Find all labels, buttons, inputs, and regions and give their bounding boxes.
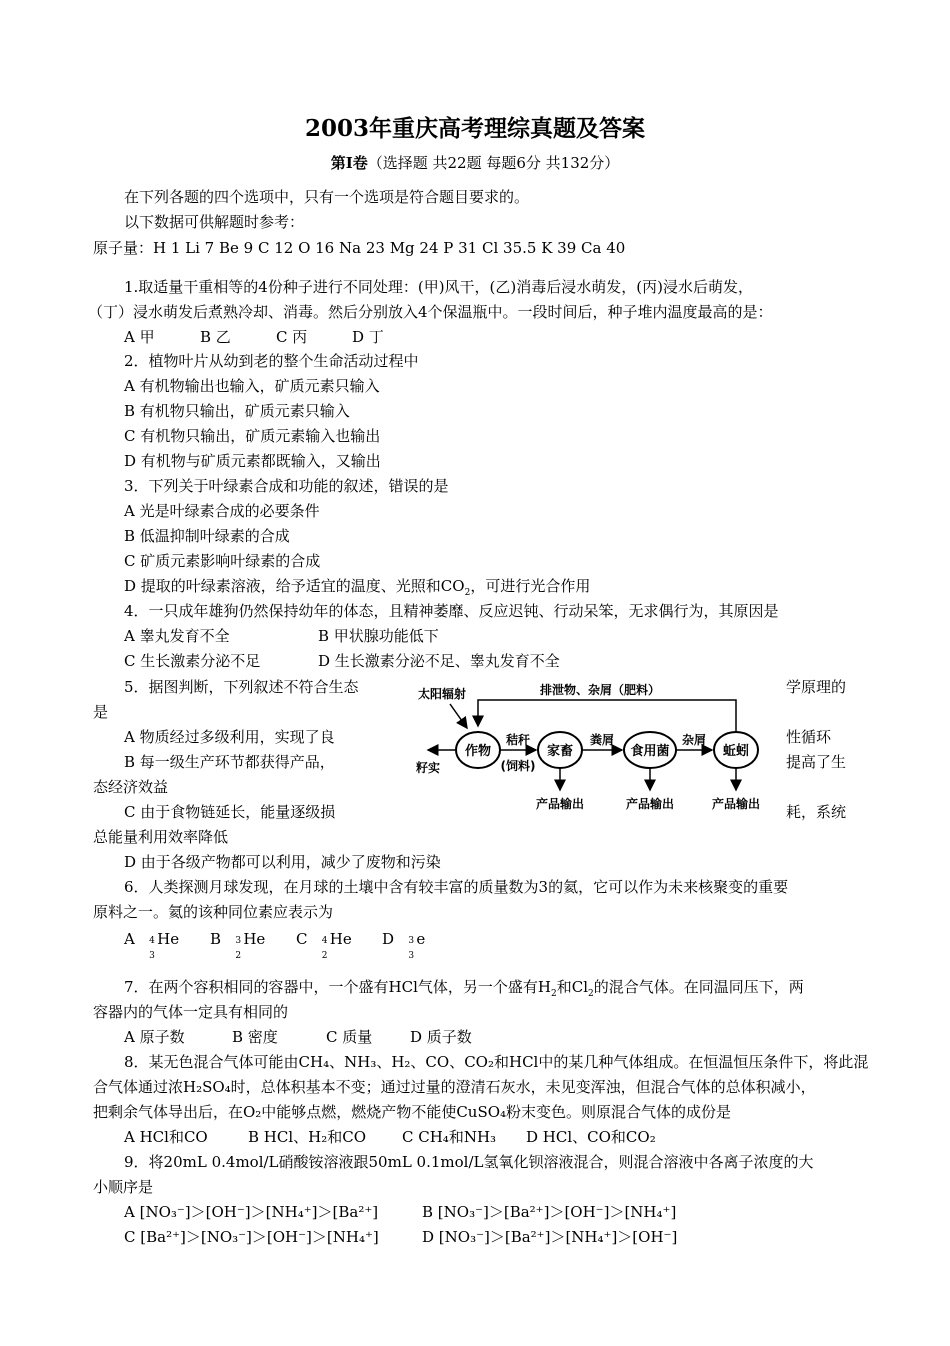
q5-option-a-right: 性循环 [786, 728, 832, 746]
feedback-line [478, 700, 736, 736]
q3-option-d: D 提取的叶绿素溶液，给予适宜的温度、光照和$CO_2$，可进行光合作用 [124, 577, 591, 598]
q1-option-b: B 乙 [200, 328, 231, 346]
q4-option-b: B 甲状腺功能低下 [318, 627, 439, 645]
q6-option-a: A 4 3 He [124, 930, 180, 961]
section-label: 第Ⅰ卷 [330, 154, 368, 172]
sun-arrow [450, 704, 467, 728]
ecosystem-diagram [410, 678, 780, 828]
q5-option-b: B 每一级生产环节都获得产品， [124, 753, 335, 771]
edge-scrap-label: 杂屑 [681, 733, 707, 747]
q2-stem: 2．植物叶片从幼到老的整个生命活动过程中 [124, 352, 419, 370]
q9-option-b: B [NO₃⁻]＞[Ba²⁺]＞[OH⁻]＞[NH₄⁺] [422, 1203, 677, 1221]
edge-crop-label: 秸秆 [505, 733, 531, 747]
section-info: （选择题 共22题 每题6分 共132分） [367, 154, 620, 172]
seed-label: 籽实 [416, 761, 441, 775]
q9-option-c: C [Ba²⁺]＞[NO₃⁻]＞[OH⁻]＞[NH₄⁺] [124, 1228, 379, 1246]
q8-option-c: C CH₄和NH₃ [402, 1128, 497, 1146]
q7-option-b: B 密度 [232, 1028, 278, 1046]
q8-stem-line2: 合气体通过浓H₂SO₄时，总体积基本不变；通过过量的澄清石灰水，未见变浑浊，但混合气体的总体积减小， [93, 1078, 816, 1096]
node-fungus-label: 食用菌 [630, 744, 670, 759]
q4-option-a: A 睾丸发育不全 [124, 627, 230, 645]
q7-stem-line2: 容器内的气体一定具有相同的 [93, 1003, 289, 1021]
intro-reference: 以下数据可供解题时参考： [124, 213, 305, 231]
q5-option-d: D 由于各级产物都可以利用，减少了废物和污染 [124, 853, 441, 871]
q6-stem-line1: 6．人类探测月球发现，在月球的土壤中含有较丰富的质量数为3的氦，它可以作为未来核聚变的重要 [124, 878, 789, 896]
output-label-1: 产品输出 [535, 797, 585, 811]
q6-option-d: D 3 3 e [382, 930, 426, 961]
q7-stem-line1: 7．在两个容积相同的容器中，一个盛有HCl气体，另一个盛有$H_2$和$Cl_2$的混合气体。在同温同压下，两 [124, 978, 804, 999]
q5-option-c-cont: 总能量利用效率降低 [93, 828, 229, 846]
q2-option-d: D 有机物与矿质元素都既输入，又输出 [124, 452, 381, 470]
edge-manure-label: 粪屑 [589, 733, 615, 747]
q6-option-c: C 4 2 He [296, 930, 352, 961]
q1-stem-line2: （丁）浸水萌发后煮熟冷却、消毒。然后分别放入4个保温瓶中。一段时间后，种子堆内温度最高的是： [88, 303, 773, 321]
q5-option-a: A 物质经过多级利用，实现了良 [124, 728, 335, 746]
q5-option-c: C 由于食物链延长，能量逐级损 [124, 803, 336, 821]
q3-stem: 3．下列关于叶绿素合成和功能的叙述，错误的是 [124, 477, 449, 495]
q5-stem-cont: 是 [93, 703, 109, 721]
q5-stem-right: 学原理的 [786, 678, 847, 696]
q6-stem-line2: 原料之一。氦的该种同位素应表示为 [93, 903, 334, 921]
q4-option-c: C 生长激素分泌不足 [124, 652, 261, 670]
sun-label: 太阳辐射 [418, 687, 467, 701]
node-livestock-label: 家畜 [546, 744, 574, 759]
q7-option-d: D 质子数 [410, 1028, 472, 1046]
q3-option-c: C 矿质元素影响叶绿素的合成 [124, 552, 321, 570]
q9-option-a: A [NO₃⁻]＞[OH⁻]＞[NH₄⁺]＞[Ba²⁺] [124, 1203, 379, 1221]
q9-option-d: D [NO₃⁻]＞[Ba²⁺]＞[NH₄⁺]＞[OH⁻] [422, 1228, 678, 1246]
q2-option-c: C 有机物只输出，矿质元素输入也输出 [124, 427, 381, 445]
section-subtitle [0, 152, 950, 173]
q3-option-b: B 低温抑制叶绿素的合成 [124, 527, 290, 545]
q5-option-b-cont: 态经济效益 [93, 778, 169, 796]
q2-option-b: B 有机物只输出，矿质元素只输入 [124, 402, 350, 420]
q1-option-d: D 丁 [352, 328, 384, 346]
page-title: 2003年重庆高考理综真题及答案 [304, 115, 645, 142]
q6-option-b: B 3 2 He [210, 930, 266, 961]
intro-instruction: 在下列各题的四个选项中，只有一个选项是符合题目要求的。 [124, 188, 530, 206]
node-crop-label: 作物 [464, 744, 492, 759]
q8-stem-line3: 把剩余气体导出后，在O₂中能够点燃，燃烧产物不能使CuSO₄粉末变色。则原混合气体的成份是 [93, 1103, 732, 1121]
q5-option-c-right: 耗，系统 [786, 803, 847, 821]
q2-option-a: A 有机物输出也输入，矿质元素只输入 [124, 377, 380, 395]
q4-stem: 4．一只成年雄狗仍然保持幼年的体态，且精神萎靡、反应迟钝、行动呆笨，无求偶行为，其原因是 [124, 602, 779, 620]
q1-option-a: A 甲 [124, 328, 155, 346]
q3-option-a: A 光是叶绿素合成的必要条件 [124, 502, 320, 520]
node-earthworm-label: 蚯蚓 [722, 744, 750, 759]
output-label-2: 产品输出 [625, 797, 675, 811]
output-label-3: 产品输出 [711, 797, 761, 811]
q9-stem-line2: 小顺序是 [93, 1178, 154, 1196]
q1-stem-line1: 1.取适量干重相等的4份种子进行不同处理：(甲)风干，(乙)消毒后浸水萌发，(丙)浸水后萌发， [124, 278, 753, 296]
q1-option-c: C 丙 [276, 328, 308, 346]
edge-crop-sublabel: (饲料) [500, 759, 536, 773]
q5-stem: 5．据图判断，下列叙述不符合生态 [124, 678, 359, 696]
q4-option-d: D 生长激素分泌不足、睾丸发育不全 [318, 652, 560, 670]
q7-option-c: C 质量 [326, 1028, 373, 1046]
q8-option-a: A HCl和CO [124, 1128, 208, 1146]
feedback-label: 排泄物、杂屑（肥料） [539, 683, 661, 697]
atomic-masses: 原子量：H 1 Li 7 Be 9 C 12 O 16 Na 23 Mg 24 P 31 Cl 35.5 K 39 Ca 40 [93, 239, 626, 257]
q9-stem-line1: 9．将20mL 0.4mol/L硝酸铵溶液跟50mL 0.1mol/L氢氧化钡溶液混合，则混合溶液中各离子浓度的大 [124, 1153, 814, 1171]
q7-option-a: A 原子数 [124, 1028, 185, 1046]
q8-option-d: D HCl、CO和CO₂ [526, 1128, 656, 1146]
q5-option-b-right: 提高了生 [786, 753, 847, 771]
q8-stem-line1: 8．某无色混合气体可能由CH₄、NH₃、H₂、CO、CO₂和HCl中的某几种气体组成。在恒温恒压条件下，将此混 [124, 1053, 869, 1071]
q8-option-b: B HCl、H₂和CO [248, 1128, 367, 1146]
